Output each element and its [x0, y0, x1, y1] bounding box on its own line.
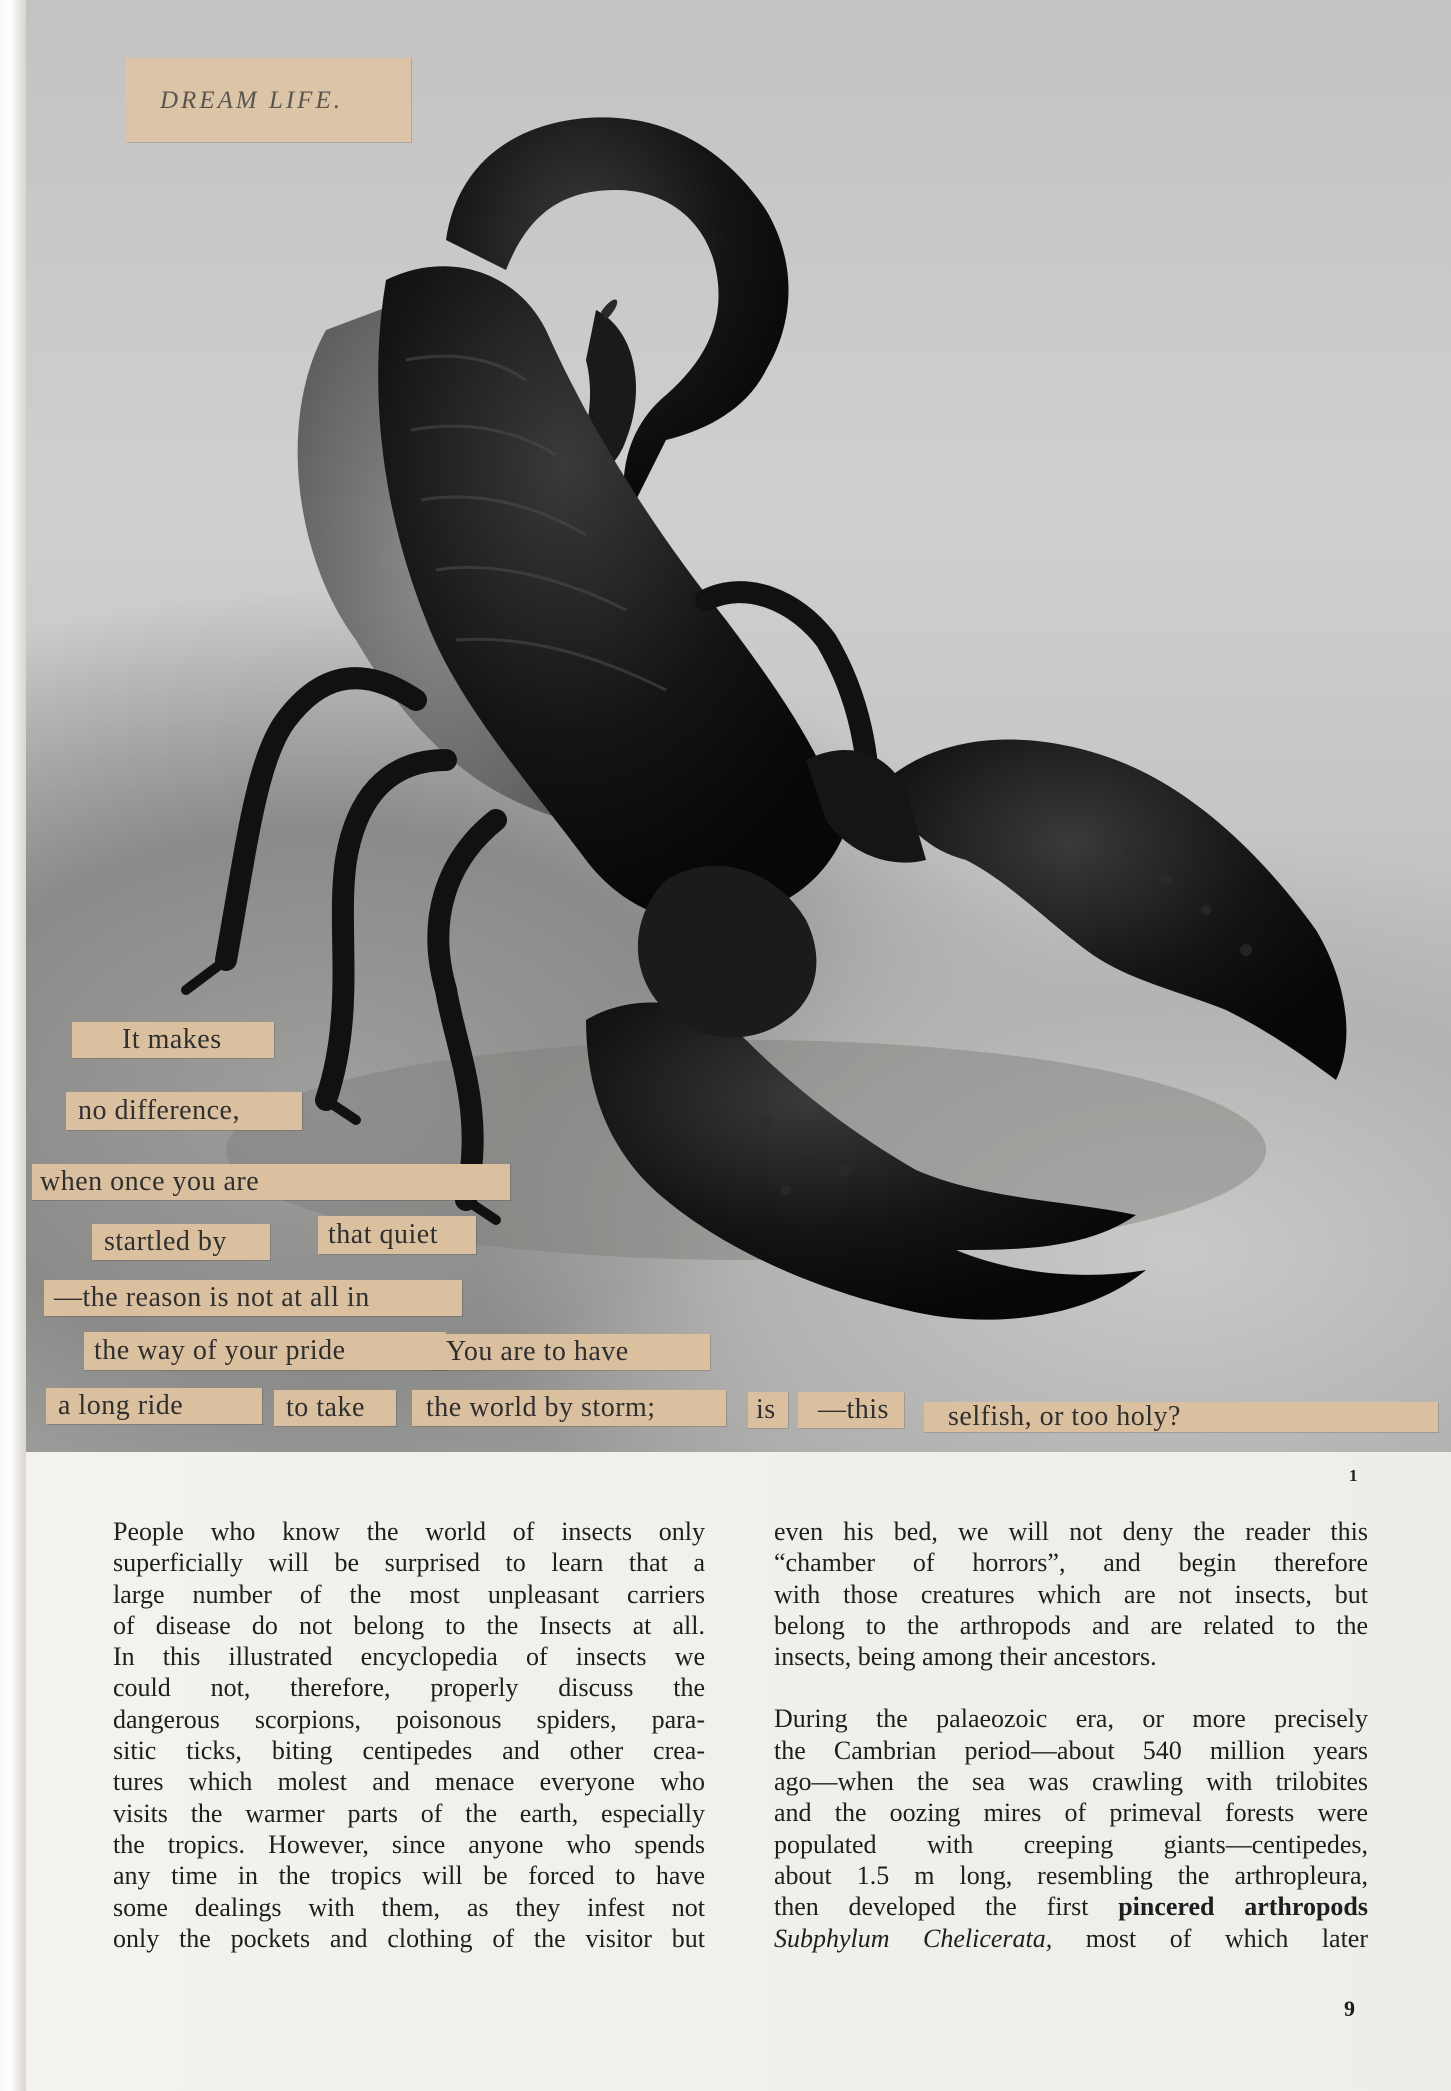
text-line: of disease do not belong to the Insects at all.	[113, 1610, 705, 1640]
caption-strip: the world by storm;	[412, 1390, 726, 1426]
caption-strip: that quiet	[318, 1216, 476, 1254]
italic-term: Subphylum Chelicerata,	[774, 1923, 1053, 1953]
text-line: superficially will be surprised to learn that a	[113, 1548, 705, 1578]
text-line: “chamber of horrors”, and begin therefore	[774, 1548, 1368, 1578]
text-line: any time in the tropics will be forced to have	[113, 1861, 705, 1891]
caption-strip: You are to have	[430, 1334, 710, 1370]
caption-strip: to take	[274, 1390, 396, 1426]
text-line: dangerous scorpions, poisonous spiders, para-	[113, 1704, 705, 1734]
figure-number: 1	[1349, 1466, 1358, 1485]
text-line: and the oozing mires of primeval forests were	[774, 1798, 1368, 1828]
text-line: During the palaeozoic era, or more precisely	[774, 1704, 1368, 1734]
caption-strip: when once you are	[32, 1164, 510, 1200]
text-line: In this illustrated encyclopedia of insects we	[113, 1642, 705, 1672]
caption-strip: —the reason is not at all in	[44, 1280, 462, 1316]
caption-strip: —this	[798, 1392, 904, 1428]
caption-strip: no difference,	[66, 1092, 302, 1130]
text-line: belong to the arthropods and are related to the	[774, 1610, 1368, 1640]
page-number: 9	[1344, 1996, 1355, 2021]
text-line: sitic ticks, biting centipedes and other crea-	[113, 1736, 705, 1766]
text-line: tures which molest and menace everyone who	[113, 1767, 705, 1797]
text-line: People who know the world of insects only	[113, 1517, 705, 1546]
text-line: with those creatures which are not insects, but	[774, 1579, 1368, 1609]
text-line: some dealings with them, as they infest not	[113, 1892, 705, 1922]
text-line: large number of the most unpleasant carriers	[113, 1579, 705, 1609]
text-line: only the pockets and clothing of the visitor but	[113, 1923, 705, 1953]
text-line: about 1.5 m long, resembling the arthropleura,	[774, 1860, 1368, 1890]
text-line: even his bed, we will not deny the reader this	[774, 1517, 1368, 1546]
caption-strip: selfish, or too holy?	[924, 1402, 1438, 1432]
caption-strip: the way of your pride	[84, 1332, 446, 1370]
text-line: insects, being among their ancestors.	[774, 1642, 1157, 1672]
scorpion-photograph	[26, 0, 1451, 1452]
text-plain: most of which later	[1085, 1923, 1369, 1953]
caption-strip: is	[748, 1392, 788, 1428]
caption-strip: a long ride	[46, 1388, 262, 1424]
torn-page-edge	[0, 0, 26, 2091]
dream-life-label: DREAM LIFE.	[126, 58, 411, 142]
text-column-right	[774, 1516, 1368, 1954]
text-line: could not, therefore, properly discuss the	[113, 1673, 705, 1703]
paragraph-gap	[774, 1672, 1368, 1703]
bold-term: pincered arthropods	[1118, 1892, 1368, 1922]
caption-strip: startled by	[92, 1224, 270, 1260]
text-line: visits the warmer parts of the earth, especially	[113, 1798, 705, 1828]
text-plain: then developed the first	[774, 1892, 1089, 1922]
text-line	[774, 1923, 1368, 1954]
text-line: ago—when the sea was crawling with trilobites	[774, 1767, 1368, 1797]
text-line: the tropics. However, since anyone who spends	[113, 1829, 705, 1859]
text-line: the Cambrian period—about 540 million years	[774, 1735, 1368, 1765]
text-column-left	[113, 1516, 705, 1954]
caption-strip: It makes	[72, 1022, 274, 1058]
text-line	[774, 1891, 1368, 1922]
text-line: populated with creeping giants—centipedes,	[774, 1829, 1368, 1859]
